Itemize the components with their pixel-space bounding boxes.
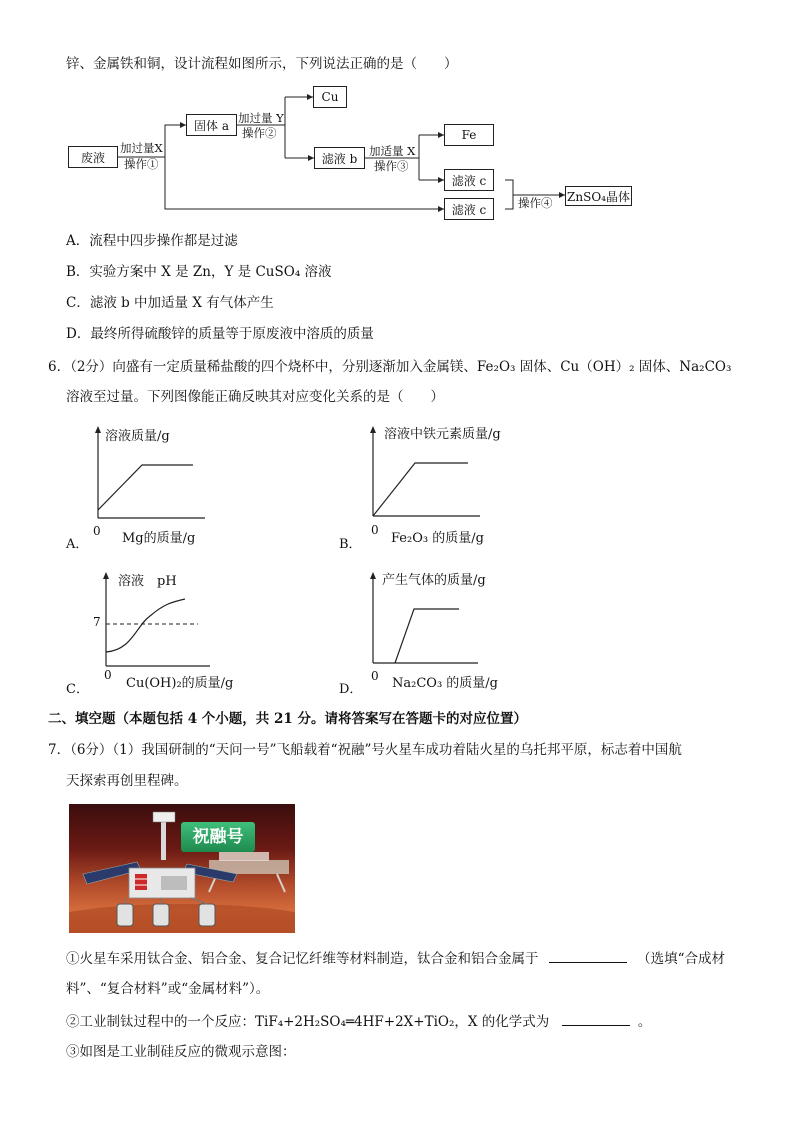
graph-a (60, 420, 230, 555)
graph-d-ylabel: 产生气体的质量/g (382, 573, 486, 588)
flow-box-waste: 废液 (68, 146, 118, 168)
graph-a-curve (98, 465, 193, 510)
flow-label-step2-bottom: 操作② (242, 126, 277, 140)
graph-d-origin: 0 (371, 669, 379, 683)
graph-a-letter: A． (66, 537, 89, 552)
flow-label-step1-bottom: 操作① (124, 157, 159, 171)
graph-c-curve (106, 599, 185, 652)
q5-option-a: A．流程中四步操作都是过滤 (66, 233, 238, 249)
q7-sub2-text-a: ②工业制钛过程中的一个反应：TiF₄+2H₂SO₄═4HF+2X+TiO₂，X 的化学式为 (66, 1014, 550, 1030)
q5-option-b: B．实验方案中 X 是 Zn，Y 是 CuSO₄ 溶液 (66, 264, 332, 280)
graph-c-ref-value: 7 (93, 615, 101, 629)
graph-d-xlabel: Na₂CO₃ 的质量/g (392, 676, 498, 691)
graph-b-letter: B． (339, 537, 362, 552)
graph-c-y-arrow (103, 572, 109, 579)
graph-a-y-arrow (95, 426, 101, 433)
q5-stem-tail: 锌、金属铁和铜，设计流程如图所示，下列说法正确的是（ ） (66, 56, 458, 72)
q7-sub2-line (66, 1011, 651, 1032)
q6-stem-line2: 溶液至过量。下列图像能正确反映其对应变化关系的是（ ） (66, 389, 444, 405)
q7-sub1-answer-blank[interactable] (549, 948, 627, 963)
flow-label-step2-top: 加过量 Y (238, 111, 284, 125)
graph-b-curve (373, 463, 468, 516)
flow-box-filtrate-b: 滤液 b (314, 147, 365, 169)
q7-sub1-line2: 料”、“复合材料”或“金属材料”）。 (66, 981, 270, 997)
graph-b-y-arrow (370, 426, 376, 433)
flow-box-fe: Fe (444, 124, 494, 146)
q7-sub1-line1 (66, 948, 725, 969)
graph-d (335, 566, 535, 701)
q6-stem-line1: 6．（2分）向盛有一定质量稀盐酸的四个烧杯中，分别逐渐加入金属镁、Fe₂O₃ 固体、Cu（OH）₂ 固体、Na₂CO₃ (48, 359, 732, 375)
graph-b-origin: 0 (371, 523, 379, 537)
flowchart-connectors (0, 0, 794, 230)
q7-sub1-text-b: （选填“合成材 (637, 951, 725, 967)
image-banner: 祝融号 (181, 822, 255, 852)
flow-box-filtrate-c2: 滤液 c (444, 198, 494, 220)
graph-a-origin: 0 (93, 524, 101, 538)
graph-b-xlabel: Fe₂O₃ 的质量/g (391, 531, 484, 546)
flow-box-cu: Cu (313, 86, 347, 108)
q7-sub1-text-a: ①火星车采用钛合金、铝合金、复合记忆纤维等材料制造，钛合金和铝合金属于 (66, 951, 539, 967)
q5-option-c: C．滤液 b 中加适量 X 有气体产生 (66, 295, 274, 311)
q7-sub3-line: ③如图是工业制硅反应的微观示意图： (66, 1044, 296, 1060)
graph-c-xlabel: Cu(OH)₂的质量/g (126, 676, 234, 691)
graph-c-origin: 0 (104, 668, 112, 682)
flow-label-step1-top: 加过量X (120, 141, 163, 155)
q5-flowchart (0, 0, 794, 230)
q7-stem-line2: 天探索再创里程碑。 (66, 773, 188, 789)
q5-option-d: D．最终所得硫酸锌的质量等于原废液中溶质的质量 (66, 326, 374, 342)
q7-sub2-answer-blank[interactable] (562, 1011, 630, 1026)
zhurong-rover-image (69, 804, 295, 933)
graph-a-xlabel: Mg的质量/g (122, 531, 196, 546)
flow-box-znso4: ZnSO₄晶体 (565, 186, 632, 206)
flow-box-solid-a: 固体 a (186, 114, 237, 136)
graph-d-y-arrow (370, 572, 376, 579)
graph-c-ylabel: 溶液 pH (118, 574, 177, 589)
graph-d-curve (395, 609, 459, 663)
flow-label-step3-top: 加适量 X (369, 144, 416, 158)
q7-sub2-text-b: 。 (637, 1014, 652, 1030)
flow-box-filtrate-c1: 滤液 c (444, 169, 494, 191)
graph-d-letter: D． (339, 682, 363, 697)
graph-c (60, 566, 260, 701)
graph-c-letter: C． (66, 682, 89, 697)
graph-a-ylabel: 溶液质量/g (105, 429, 170, 444)
section-heading: 二、填空题（本题包括 4 个小题，共 21 分。请将答案写在答题卡的对应位置） (48, 711, 527, 727)
graph-b-ylabel: 溶液中铁元素质量/g (384, 427, 501, 442)
flow-label-step4: 操作④ (518, 196, 553, 210)
graph-b (335, 420, 535, 555)
flow-label-step3-bottom: 操作③ (374, 159, 409, 173)
q7-stem-line1: 7．（6分）（1）我国研制的“天问一号”飞船载着“祝融”号火星车成功着陆火星的乌托邦平原，标志着中国航 (48, 742, 682, 758)
